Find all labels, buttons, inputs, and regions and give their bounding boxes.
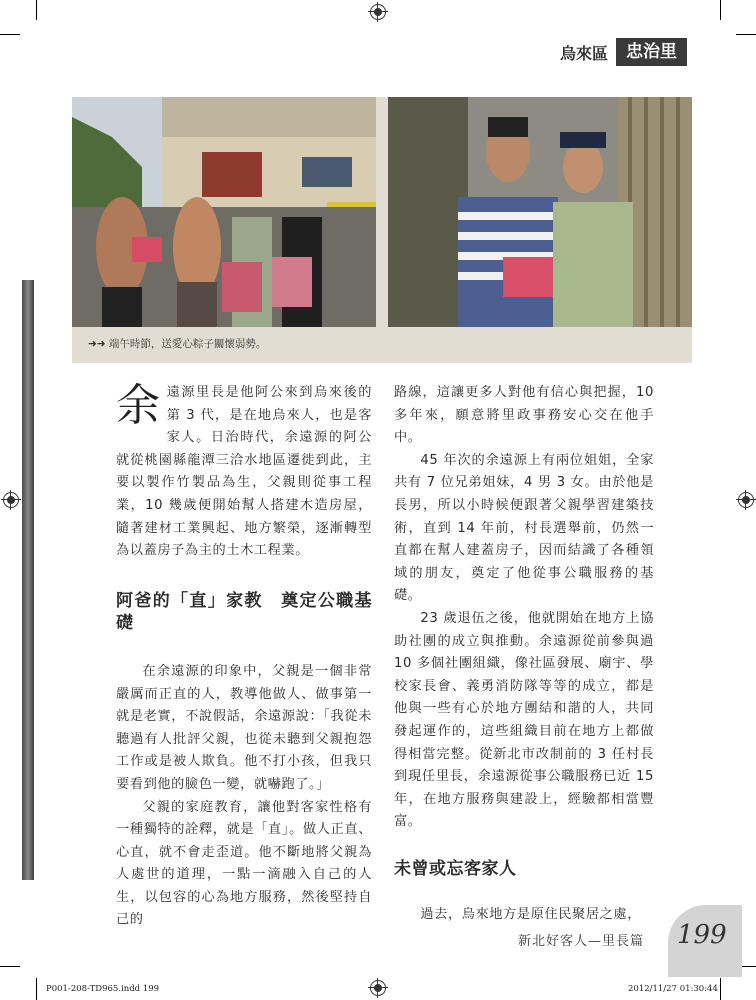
- book-title: 新北好客人—里長篇: [518, 934, 645, 949]
- crop-mark: [36, 0, 37, 20]
- registration-mark-icon: [738, 492, 754, 508]
- paragraph: 23 歲退伍之後，他就開始在地方上協助社團的成立與推動。余遠源從前參與過 10 多個社團組織，像社區發展、廟宇、學校家長會、義勇消防隊等等的成立，都是他與一些有心於地方團結和諧的人，共同發起運作的，這些組織目前在地方上都做得相當完整。從新北市改制前的 3 任村長到現任里長，余遠源從事公職服務已近 15 年，在地方服務與建設上，經驗都相當豐富。: [394, 610, 654, 830]
- crop-mark: [36, 978, 37, 1000]
- district-label: 烏來區: [560, 43, 609, 63]
- photo-left: [72, 97, 376, 327]
- crop-mark: [736, 34, 756, 35]
- registration-mark-icon: [370, 980, 386, 996]
- village-label: 忠治里: [616, 38, 687, 66]
- crop-mark: [0, 34, 20, 35]
- page-number: 199: [677, 920, 727, 950]
- article-column-left: [116, 382, 372, 932]
- crop-mark: [720, 978, 721, 1000]
- paragraph: 在余遠源的印象中，父親是一個非常嚴厲而正直的人，教導他做人、做事第一就是老實，不說假話，余遠源說：「我從未聽過有人批評父親，也從未聽到父親抱怨工作或是被人欺負。他不打小孩，但我只要看到他的臉色一變，就嚇跑了。」: [116, 663, 372, 792]
- slug-timestamp: 2012/11/27 01:30:44: [628, 984, 718, 994]
- paragraph: 過去，烏來地方是原住民聚居之處，: [420, 907, 641, 923]
- article-column-right: [394, 382, 654, 927]
- intro-paragraph: [116, 382, 372, 563]
- paragraph: 路線，這讓更多人對他有信心與把握，10 多年來，願意將里政事務安心交在他手中。: [394, 385, 654, 446]
- decorative-side-strip: [22, 280, 34, 880]
- paragraph: 45 年次的余遠源上有兩位姐姐，全家共有 7 位兄弟姐妹，4 男 3 女。由於他是長男，所以小時候便跟著父親學習建築技術，直到 14 年前，村長選舉前，仍然一直都在幫人建蓋房子，因而結識了各種領域的朋友，奠定了他從事公職服務的基礎。: [394, 452, 654, 604]
- registration-mark-icon: [370, 4, 386, 20]
- crop-mark: [720, 0, 721, 20]
- photo-caption: ➜➜ 端午時節，送愛心粽子關懷弱勢。: [88, 338, 267, 350]
- section-header: [560, 40, 687, 64]
- photo-right: [388, 97, 692, 327]
- slug-file: P001-208-TD965.indd 199: [46, 984, 160, 994]
- crop-mark: [0, 966, 20, 967]
- section-heading: 阿爸的「直」家教 奠定公職基礎: [116, 590, 372, 634]
- drop-cap: 余: [116, 380, 161, 431]
- registration-mark-icon: [3, 492, 19, 508]
- section-heading: 未曾或忘客家人: [394, 858, 517, 879]
- paragraph: 父親的家庭教育，讓他對客家性格有一種獨特的詮釋，就是「直」。做人正直、心直，就不會走歪道。他不斷地將父親為人處世的道理，一點一滴融入自己的人生，以包容的心為地方服務，然後堅持自己的: [116, 799, 372, 928]
- intro-text: 遠源里長是他阿公來到烏來後的第 3 代，是在地烏來人，也是客家人。日治時代，余遠源的阿公就從桃園縣龍潭三洽水地區遷徙到此，主要以製作竹製品為生，父親則從事工程業，10 幾歲便開始幫人搭建木造房屋，隨著建材工業興起、地方繁榮，逐漸轉型為以蓋房子為主的土木工程業。: [116, 385, 372, 559]
